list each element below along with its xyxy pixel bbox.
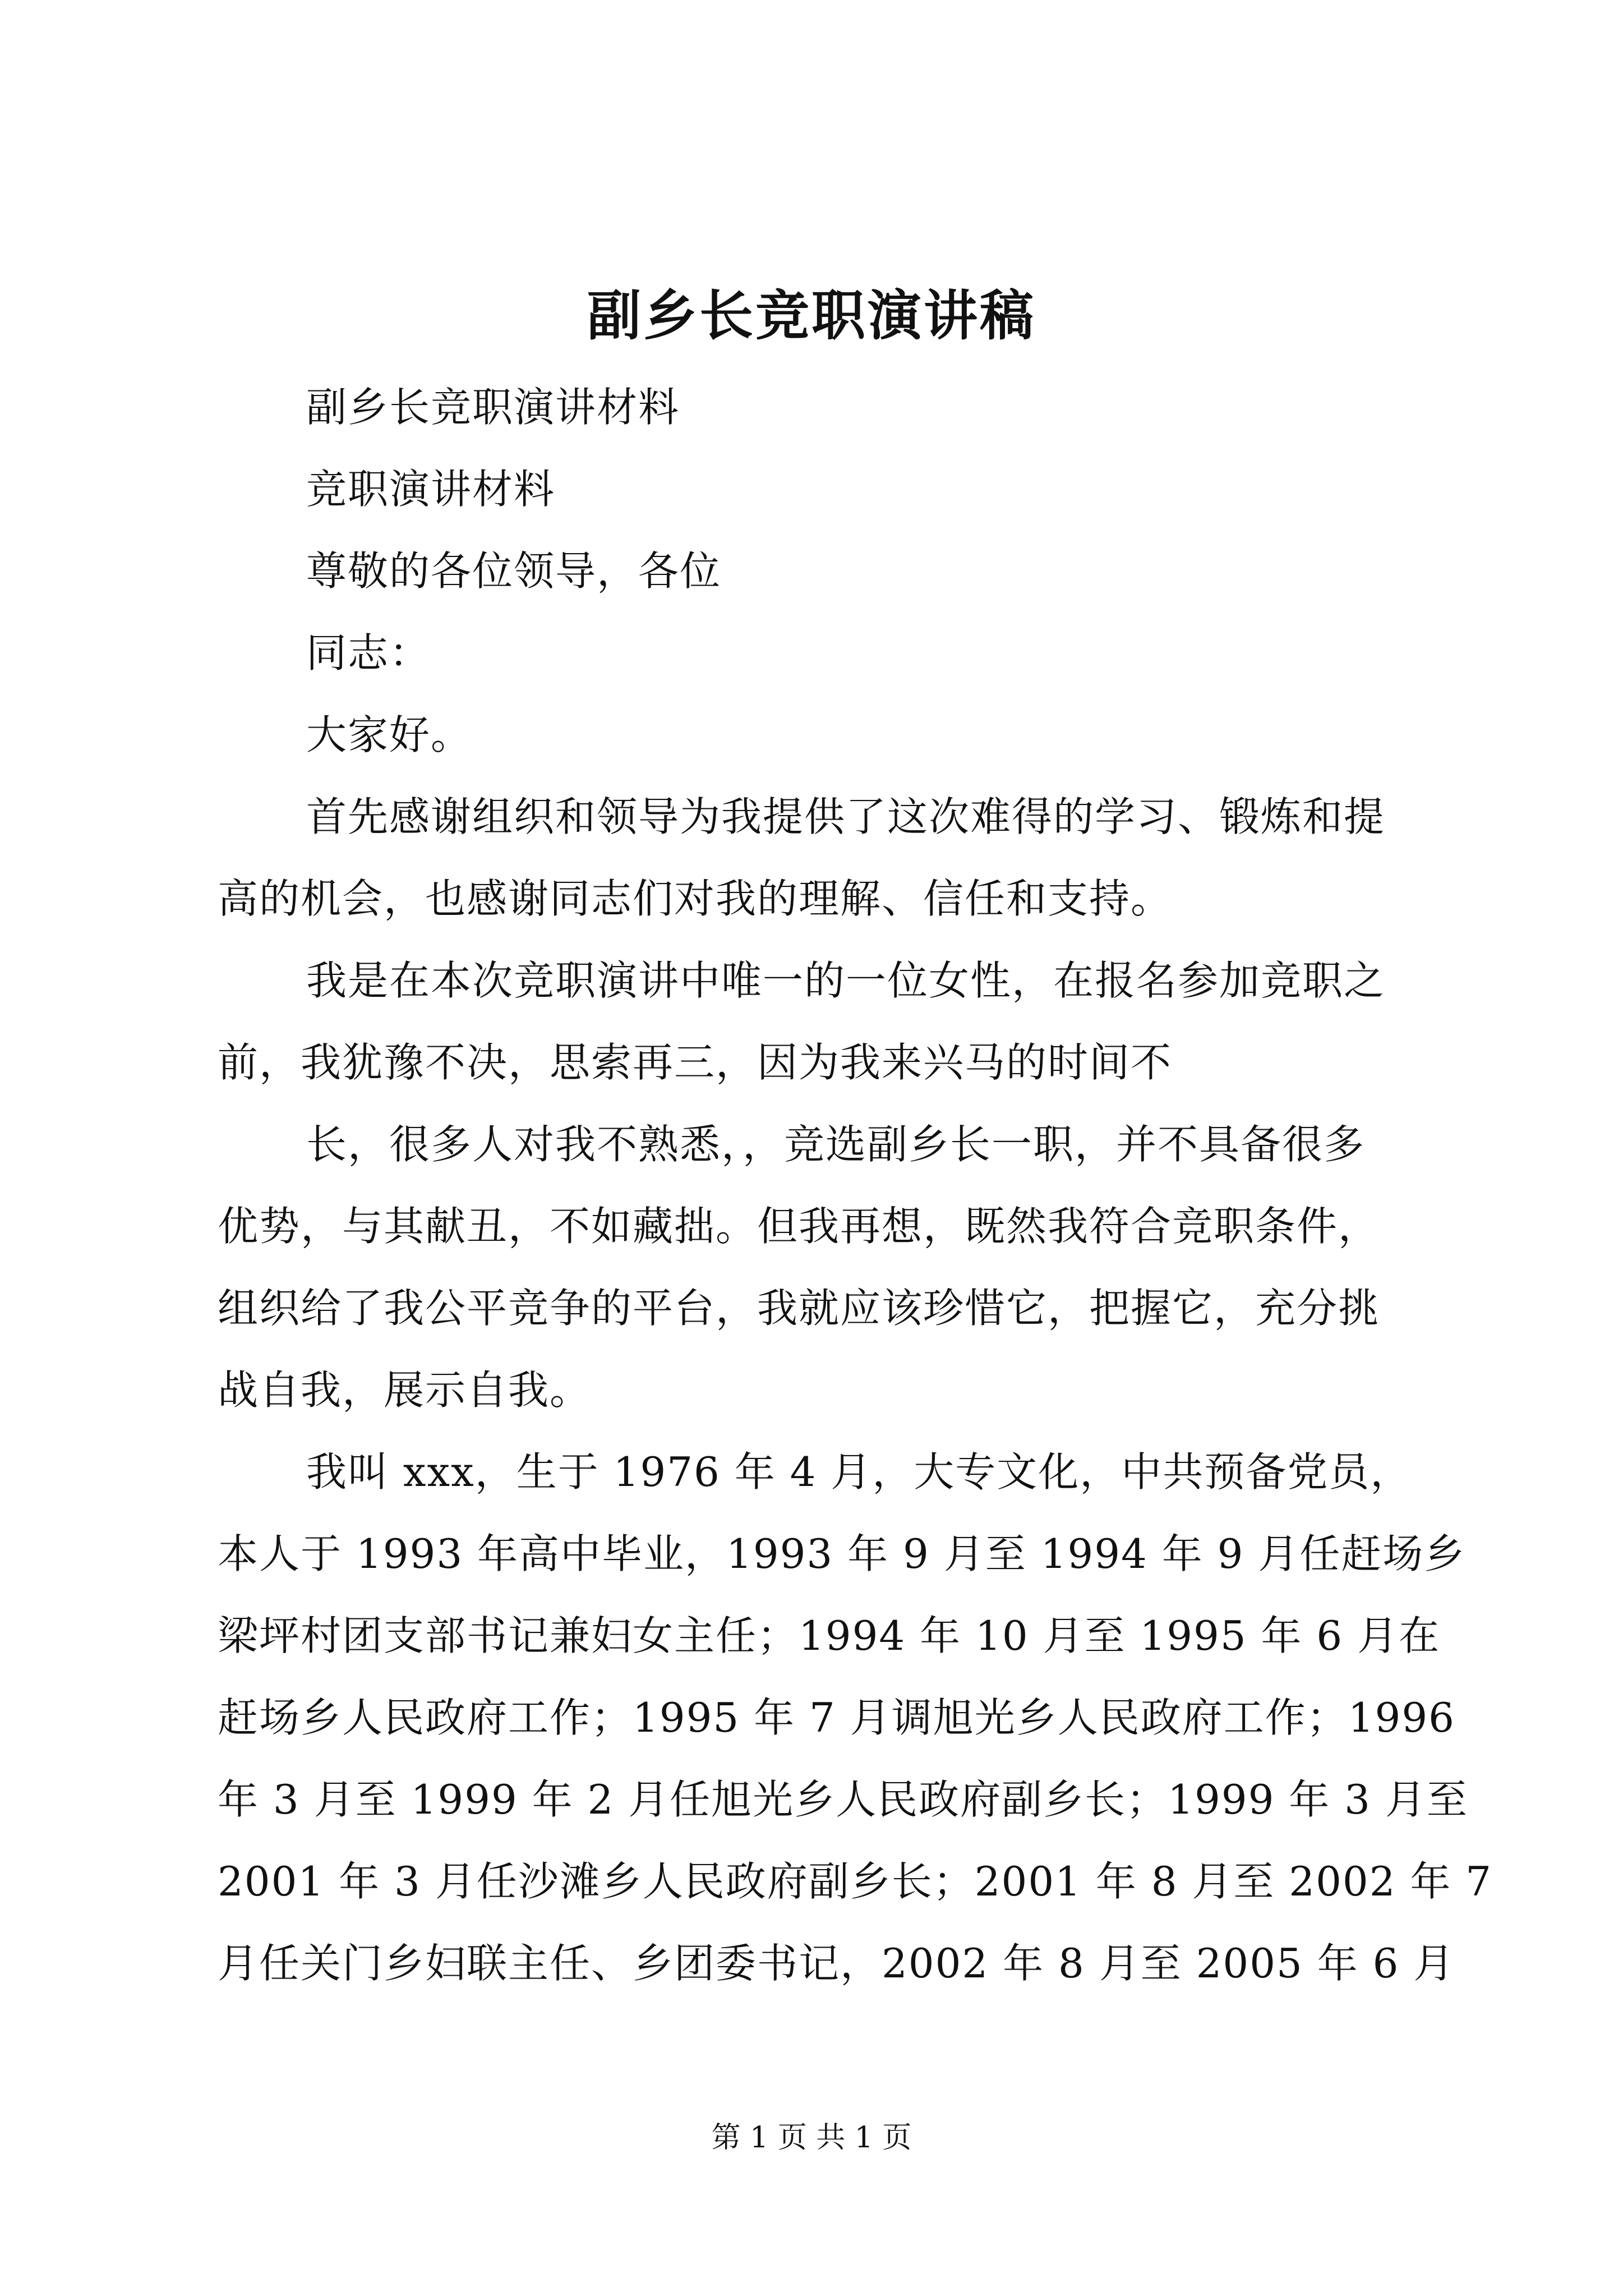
body-line: 前，我犹豫不决，思索再三，因为我来兴马的时间不 [218,1039,1173,1086]
body-line: 大家好。 [306,711,473,758]
body-line: 赶场乡人民政府工作；1995 年 7 月调旭光乡人民政府工作；1996 [218,1694,1455,1741]
body-line: 同志： [306,629,431,677]
body-line: 月任关门乡妇联主任、乡团委书记，2002 年 8 月至 2005 年 6 月 [218,1940,1455,1987]
body-line: 年 3 月至 1999 年 2 月任旭光乡人民政府副乡长；1999 年 3 月至 [218,1776,1468,1823]
body-line: 我是在本次竞职演讲中唯一的一位女性，在报名参加竞职之 [306,957,1386,1004]
body-line: 组织给了我公平竞争的平台，我就应该珍惜它，把握它，充分挑 [218,1285,1380,1332]
body-line: 战自我，展示自我。 [218,1366,592,1414]
body-line: 2001 年 3 月任沙滩乡人民政府副乡长；2001 年 8 月至 2002 年 7 [218,1858,1493,1905]
body-line: 高的机会，也感谢同志们对我的理解、信任和支持。 [218,875,1173,922]
body-line: 长，很多人对我不熟悉，，竞选副乡长一职，并不具备很多 [306,1121,1366,1168]
body-line: 竞职演讲材料 [306,466,556,513]
document-title: 副乡长竞职演讲稿 [587,284,1036,347]
body-line: 尊敬的各位领导，各位 [306,547,722,595]
body-line: 我叫 xxx，生于 1976 年 4 月，大专文化，中共预备党员， [306,1448,1412,1496]
page-number-footer: 第 1 页 共 1 页 [711,2121,912,2155]
body-line: 首先感谢组织和领导为我提供了这次难得的学习、锻炼和提 [306,793,1386,840]
body-line: 副乡长竞职演讲材料 [306,384,680,431]
body-line: 梁坪村团支部书记兼妇女主任；1994 年 10 月至 1995 年 6 月在 [218,1612,1441,1659]
body-line: 优势，与其献丑，不如藏拙。但我再想，既然我符合竞职条件， [218,1203,1380,1250]
body-line: 本人于 1993 年高中毕业，1993 年 9 月至 1994 年 9 月任赶场乡 [218,1530,1466,1577]
